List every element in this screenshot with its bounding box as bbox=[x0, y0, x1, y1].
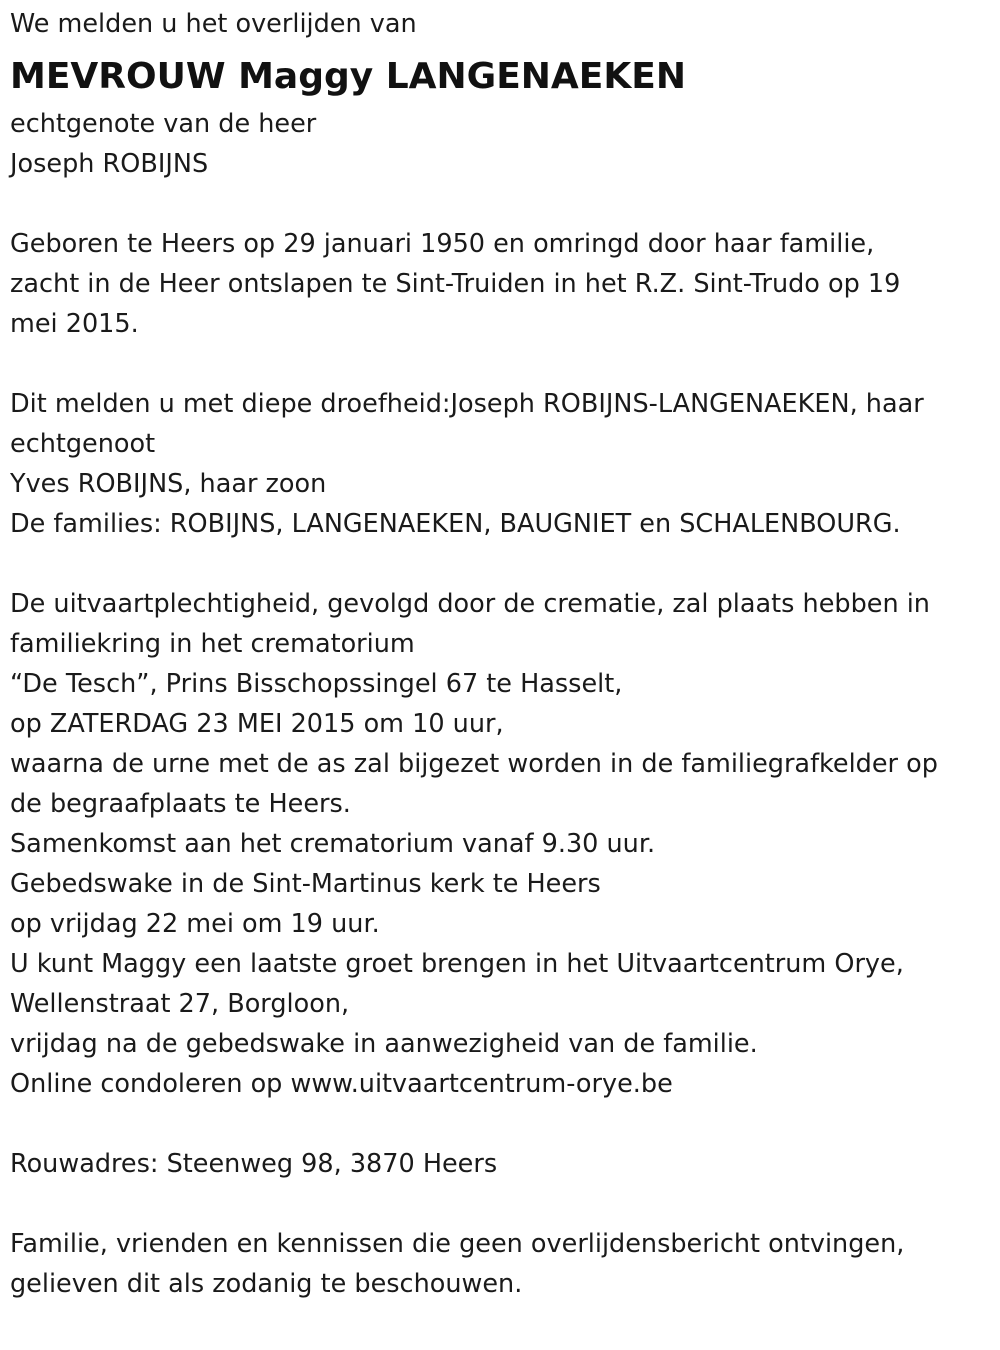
closing-line: Familie, vrienden en kennissen die geen overlijdensbericht ontvingen, bbox=[10, 1229, 905, 1259]
deceased-name: MEVROUW Maggy LANGENAEKEN bbox=[10, 56, 687, 97]
birth-death-line: Geboren te Heers op 29 januari 1950 en omringd door haar familie, bbox=[10, 229, 875, 259]
deceased-relation: echtgenote van de heer bbox=[10, 109, 317, 139]
birth-death-paragraph bbox=[10, 224, 992, 344]
ceremony-line: Gebedswake in de Sint-Martinus kerk te Heers bbox=[10, 869, 601, 899]
mourners-line: echtgenoot bbox=[10, 429, 156, 459]
spacer bbox=[10, 344, 992, 384]
closing-line: gelieven dit als zodanig te beschouwen. bbox=[10, 1269, 523, 1299]
mourners-paragraph bbox=[10, 384, 992, 544]
death-notice bbox=[10, 4, 992, 1304]
condolence-link-line: Online condoleren op www.uitvaartcentrum-orye.be bbox=[10, 1069, 673, 1099]
spouse-name: Joseph ROBIJNS bbox=[10, 149, 209, 179]
birth-death-line: mei 2015. bbox=[10, 309, 139, 339]
ceremony-line: Samenkomst aan het crematorium vanaf 9.30 uur. bbox=[10, 829, 656, 859]
ceremony-line: “De Tesch”, Prins Bisschopssingel 67 te Hasselt, bbox=[10, 669, 623, 699]
ceremony-line: U kunt Maggy een laatste groet brengen in het Uitvaartcentrum Orye, bbox=[10, 949, 904, 979]
ceremony-line: vrijdag na de gebedswake in aanwezigheid van de familie. bbox=[10, 1029, 758, 1059]
birth-death-line: zacht in de Heer ontslapen te Sint-Truiden in het R.Z. Sint-Trudo op 19 bbox=[10, 269, 901, 299]
spacer bbox=[10, 1184, 992, 1224]
mourning-address: Rouwadres: Steenweg 98, 3870 Heers bbox=[10, 1149, 498, 1179]
spacer bbox=[10, 544, 992, 584]
closing-paragraph bbox=[10, 1224, 992, 1304]
ceremony-line: De uitvaartplechtigheid, gevolgd door de crematie, zal plaats hebben in bbox=[10, 589, 930, 619]
ceremony-line: op ZATERDAG 23 MEI 2015 om 10 uur, bbox=[10, 709, 504, 739]
ceremony-line: de begraafplaats te Heers. bbox=[10, 789, 351, 819]
ceremony-line: op vrijdag 22 mei om 19 uur. bbox=[10, 909, 380, 939]
spacer bbox=[10, 1104, 992, 1144]
ceremony-line: Wellenstraat 27, Borgloon, bbox=[10, 989, 350, 1019]
mourners-line: Dit melden u met diepe droefheid:Joseph ROBIJNS-LANGENAEKEN, haar bbox=[10, 389, 924, 419]
ceremony-paragraph bbox=[10, 584, 992, 1104]
ceremony-line: familiekring in het crematorium bbox=[10, 629, 415, 659]
mourners-line: Yves ROBIJNS, haar zoon bbox=[10, 469, 327, 499]
spacer bbox=[10, 184, 992, 224]
ceremony-line: waarna de urne met de as zal bijgezet worden in de familiegrafkelder op bbox=[10, 749, 938, 779]
mourners-line: De families: ROBIJNS, LANGENAEKEN, BAUGNIET en SCHALENBOURG. bbox=[10, 509, 901, 539]
intro-text: We melden u het overlijden van bbox=[10, 9, 417, 39]
